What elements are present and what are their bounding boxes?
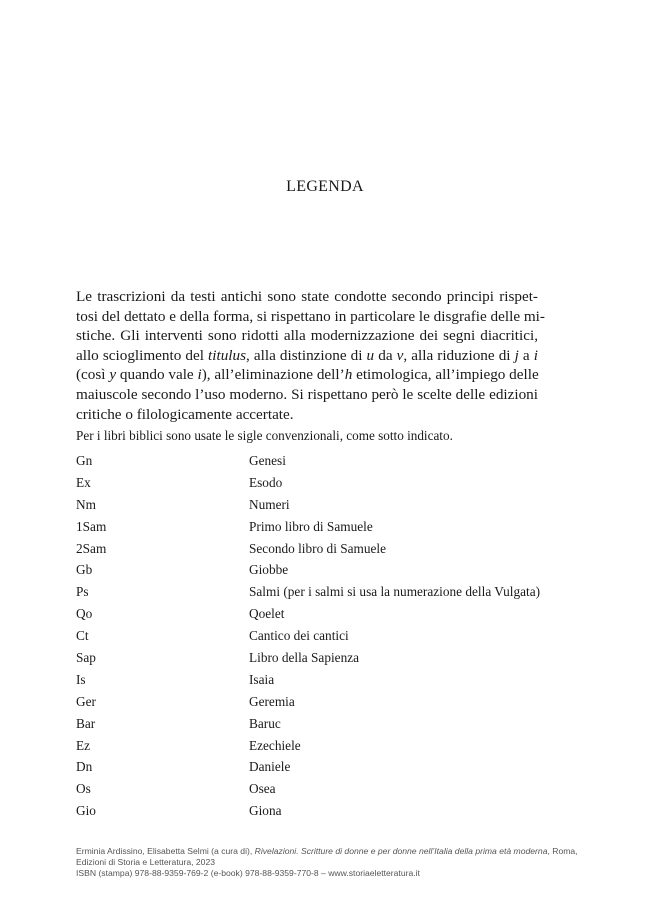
- paragraph-line: [76, 385, 538, 405]
- abbreviation-code: Qo: [76, 606, 93, 622]
- abbreviation-code: Nm: [76, 496, 96, 512]
- abbreviation-code: Gn: [76, 452, 93, 468]
- abbreviation-name: Osea: [249, 781, 276, 797]
- abbreviation-name: Ezechiele: [249, 737, 301, 753]
- abbreviation-name: Esodo: [249, 474, 283, 490]
- abbreviation-name: Daniele: [249, 759, 291, 775]
- abbreviations-intro: Per i libri biblici sono usate le sigle convenzionali, come sotto indicato.: [76, 428, 453, 443]
- abbreviation-name: Giobbe: [249, 562, 289, 578]
- page-heading: LEGENDA: [286, 178, 364, 195]
- footer-publisher: Edizioni di Storia e Letteratura, 2023: [76, 857, 216, 868]
- abbreviation-code: Ez: [76, 737, 91, 753]
- abbreviation-name: Cantico dei cantici: [249, 628, 349, 644]
- footer-isbn: ISBN (stampa) 978-88-9359-769-2 (e-book) 978-88-9359-770-8 – www.storiaeletteratura.it: [76, 868, 420, 879]
- abbreviation-code: 1Sam: [76, 518, 107, 534]
- italic-term: u: [366, 346, 375, 364]
- abbreviation-name: Secondo libro di Samuele: [249, 540, 387, 556]
- text-run: maiuscole secondo l’uso moderno. Si rispettano però le scelte delle edizioni: [76, 385, 538, 403]
- abbreviation-row: [76, 516, 556, 538]
- text-run: ), all’eliminazione dell’: [201, 366, 345, 384]
- footer-citation: Erminia Ardissino, Elisabetta Selmi (a cura di), Rivelazioni. Scritture di donne e per donne nell’Italia della prima età moderna, Roma,: [76, 846, 578, 856]
- abbreviation-code: Ps: [76, 584, 89, 600]
- text-run: , alla distinzione di: [246, 346, 367, 364]
- abbreviation-code: 2Sam: [76, 540, 107, 556]
- paragraph-line: [76, 307, 545, 327]
- abbreviation-row: [76, 450, 556, 472]
- abbreviation-code: Sap: [76, 649, 96, 665]
- abbreviation-row: [76, 472, 556, 494]
- abbreviation-name: Salmi (per i salmi si usa la numerazione della Vulgata): [249, 584, 541, 600]
- abbreviation-code: Ex: [76, 474, 91, 490]
- abbreviation-name: Isaia: [249, 671, 275, 687]
- text-run: Le trascrizioni da testi antichi sono state condotte secondo principi rispet-: [76, 288, 538, 305]
- italic-term: h: [344, 366, 353, 384]
- text-run: stiche. Gli interventi sono ridotti alla modernizzazione dei segni diacritici,: [76, 327, 538, 345]
- italic-term: i: [533, 346, 538, 364]
- abbreviation-row: [76, 735, 556, 757]
- abbreviation-row: [76, 603, 556, 625]
- paragraph-line: [76, 405, 538, 425]
- paragraph-line: [76, 326, 538, 346]
- text-run: , alla riduzione di: [403, 346, 515, 364]
- abbreviation-row: [76, 800, 556, 822]
- italic-term: v: [396, 346, 404, 364]
- page-footer: [76, 846, 576, 880]
- abbreviation-name: Giona: [249, 803, 282, 819]
- abbreviation-row: [76, 691, 556, 713]
- abbreviation-list: [76, 450, 556, 822]
- abbreviation-code: Gio: [76, 803, 96, 819]
- abbreviation-row: [76, 756, 556, 778]
- abbreviation-row: [76, 625, 556, 647]
- italic-term: i: [197, 366, 202, 384]
- text-run: quando vale: [116, 366, 198, 384]
- abbreviation-name: Numeri: [249, 496, 290, 512]
- text-run: a: [518, 346, 534, 364]
- abbreviation-row: [76, 559, 556, 581]
- text-run: critiche o filologicamente accertate.: [76, 405, 294, 423]
- text-run: etimologica, all’impiego delle: [352, 366, 539, 384]
- abbreviation-name: Primo libro di Samuele: [249, 518, 373, 534]
- abbreviation-row: [76, 494, 556, 516]
- abbreviation-code: Is: [76, 671, 86, 687]
- text-run: da: [374, 346, 397, 364]
- abbreviation-name: Geremia: [249, 693, 295, 709]
- abbreviation-row: [76, 713, 556, 735]
- abbreviation-name: Genesi: [249, 452, 286, 468]
- abbreviation-code: Bar: [76, 715, 96, 731]
- abbreviation-code: Dn: [76, 759, 93, 775]
- paragraph-line: [76, 365, 538, 385]
- abbreviation-name: Libro della Sapienza: [249, 649, 360, 665]
- abbreviation-row: [76, 581, 556, 603]
- abbreviation-name: Baruc: [249, 715, 281, 731]
- abbreviation-row: [76, 538, 556, 560]
- abbreviation-row: [76, 647, 556, 669]
- paragraph-line: [76, 287, 538, 307]
- abbreviation-code: Ct: [76, 628, 89, 644]
- italic-term: y: [109, 366, 117, 384]
- text-run: allo scioglimento del: [76, 346, 209, 364]
- transcription-note-paragraph: [76, 287, 545, 424]
- abbreviation-row: [76, 778, 556, 800]
- text-run: tosi del dettato e della forma, si rispettano in particolare le disgrafie delle mi-: [76, 307, 545, 325]
- abbreviation-code: Os: [76, 781, 91, 797]
- abbreviation-code: Gb: [76, 562, 93, 578]
- abbreviation-row: [76, 669, 556, 691]
- paragraph-line: [76, 346, 538, 366]
- abbreviation-name: Qoelet: [249, 606, 285, 622]
- abbreviation-code: Ger: [76, 693, 96, 709]
- text-run: (così: [76, 366, 110, 384]
- italic-term: titulus: [208, 346, 247, 364]
- italic-term: j: [514, 346, 519, 364]
